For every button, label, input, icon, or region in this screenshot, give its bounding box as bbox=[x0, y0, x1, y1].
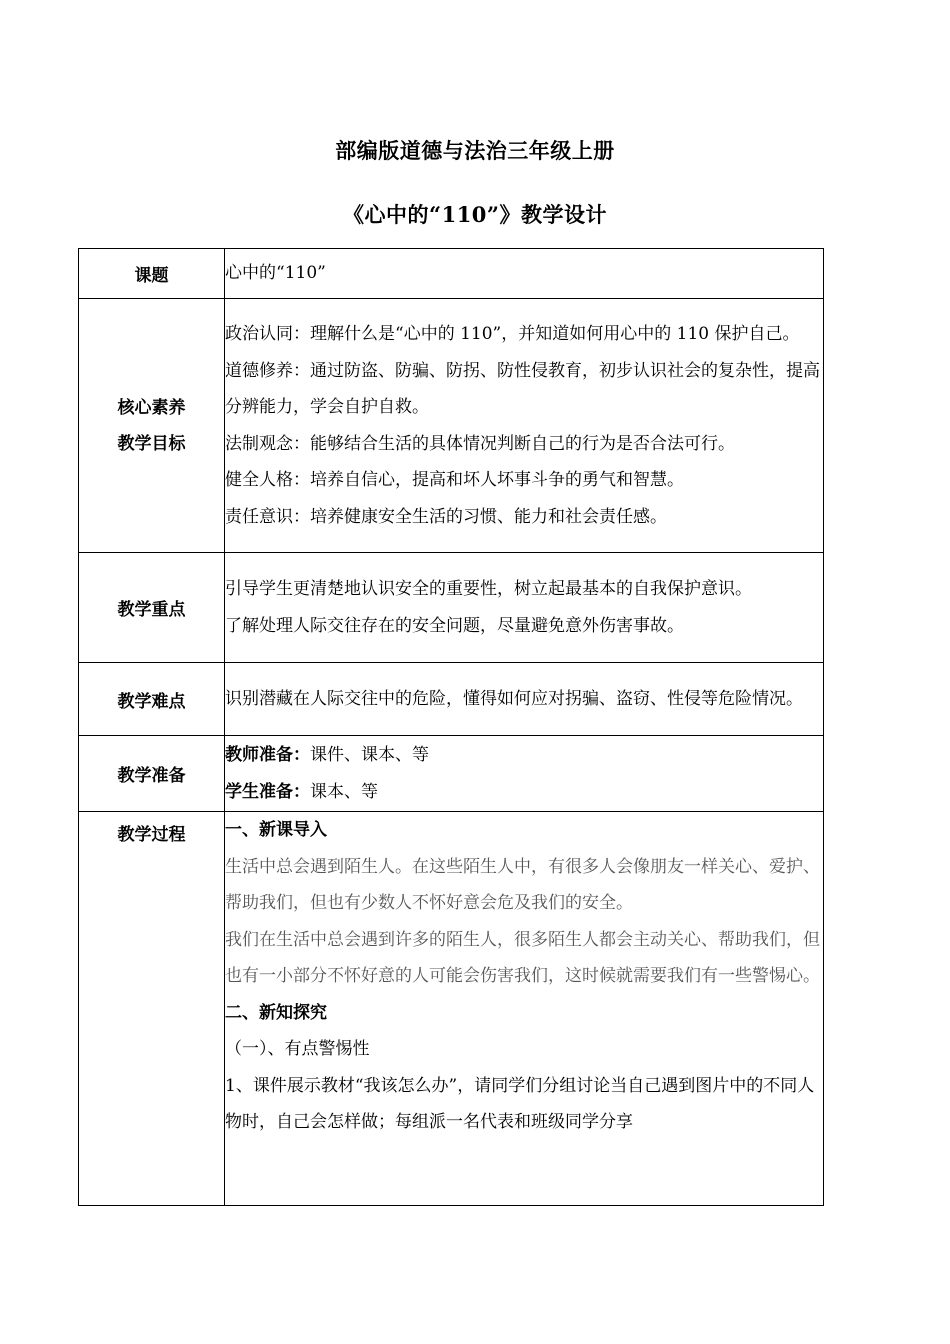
value-preparation bbox=[225, 736, 824, 812]
key-point-1: 引导学生更清楚地认识安全的重要性，树立起最基本的自我保护意识。 bbox=[225, 579, 752, 599]
value-goals bbox=[225, 299, 824, 553]
row-goals bbox=[79, 299, 824, 553]
prep-teacher-value: 课件、课本、等 bbox=[310, 745, 429, 765]
label-preparation: 教学准备 bbox=[79, 736, 225, 812]
process-step-1: 1、课件展示教材“我该怎么办”，请同学们分组讨论当自己遇到图片中的不同人物时，自己会怎样做；每组派一名代表和班级同学分享 bbox=[225, 1075, 815, 1132]
label-goals-line1: 核心素养 bbox=[117, 397, 186, 418]
goal-personality: 健全人格：培养自信心，提高和坏人坏事斗争的勇气和智慧。 bbox=[225, 470, 684, 490]
row-topic bbox=[79, 249, 824, 299]
row-difficult-points bbox=[79, 663, 824, 736]
process-intro-2: 我们在生活中总会遇到许多的陌生人，很多陌生人都会主动关心、帮助我们，但也有一小部分不怀好意的人可能会伤害我们，这时候就需要我们有一些警惕心。 bbox=[225, 929, 820, 986]
row-process bbox=[79, 812, 824, 1206]
process-heading-1: 一、新课导入 bbox=[225, 820, 327, 840]
process-intro-1: 生活中总会遇到陌生人。在这些陌生人中，有很多人会像朋友一样关心、爱护、帮助我们，但也有少数人不怀好意会危及我们的安全。 bbox=[225, 856, 820, 913]
label-goals bbox=[79, 299, 225, 553]
difficult-point-1: 识别潜藏在人际交往中的危险，懂得如何应对拐骗、盗窃、性侵等危险情况。 bbox=[225, 688, 803, 709]
row-key-points bbox=[79, 553, 824, 663]
label-key-points: 教学重点 bbox=[79, 553, 225, 663]
key-point-2: 了解处理人际交往存在的安全问题，尽量避免意外伤害事故。 bbox=[225, 615, 684, 636]
goal-law: 法制观念：能够结合生活的具体情况判断自己的行为是否合法可行。 bbox=[225, 433, 735, 454]
label-topic: 课题 bbox=[79, 249, 225, 299]
prep-student-value: 课本、等 bbox=[310, 781, 378, 802]
row-preparation bbox=[79, 736, 824, 812]
label-goals-line2: 教学目标 bbox=[117, 433, 186, 454]
goal-responsibility: 责任意识：培养健康安全生活的习惯、能力和社会责任感。 bbox=[225, 506, 667, 527]
topic-text: 心中的“110” bbox=[225, 263, 326, 284]
goal-moral: 道德修养：通过防盗、防骗、防拐、防性侵教育，初步认识社会的复杂性，提高分辨能力，学会自护自救。 bbox=[225, 360, 820, 417]
label-process: 教学过程 bbox=[79, 812, 225, 1206]
prep-student-label: 学生准备： bbox=[225, 781, 310, 802]
process-subheading-1: （一）、有点警惕性 bbox=[225, 1039, 370, 1059]
goal-political: 政治认同：理解什么是“心中的 110”，并知道如何用心中的 110 保护自己。 bbox=[225, 324, 800, 344]
prep-teacher-label: 教师准备： bbox=[225, 745, 310, 765]
value-key-points bbox=[225, 553, 824, 663]
label-difficult-points: 教学难点 bbox=[79, 663, 225, 736]
doc-title-series: 部编版道德与法治三年级上册 bbox=[335, 138, 615, 163]
value-topic bbox=[225, 249, 824, 299]
prep-student bbox=[225, 774, 823, 811]
process-heading-2: 二、新知探究 bbox=[225, 1002, 327, 1023]
value-difficult-points bbox=[225, 663, 824, 736]
doc-title-lesson: 《心中的“110”》教学设计 bbox=[343, 202, 607, 227]
value-process bbox=[225, 812, 824, 1206]
prep-teacher bbox=[225, 737, 823, 774]
lesson-plan-table bbox=[78, 248, 824, 1206]
